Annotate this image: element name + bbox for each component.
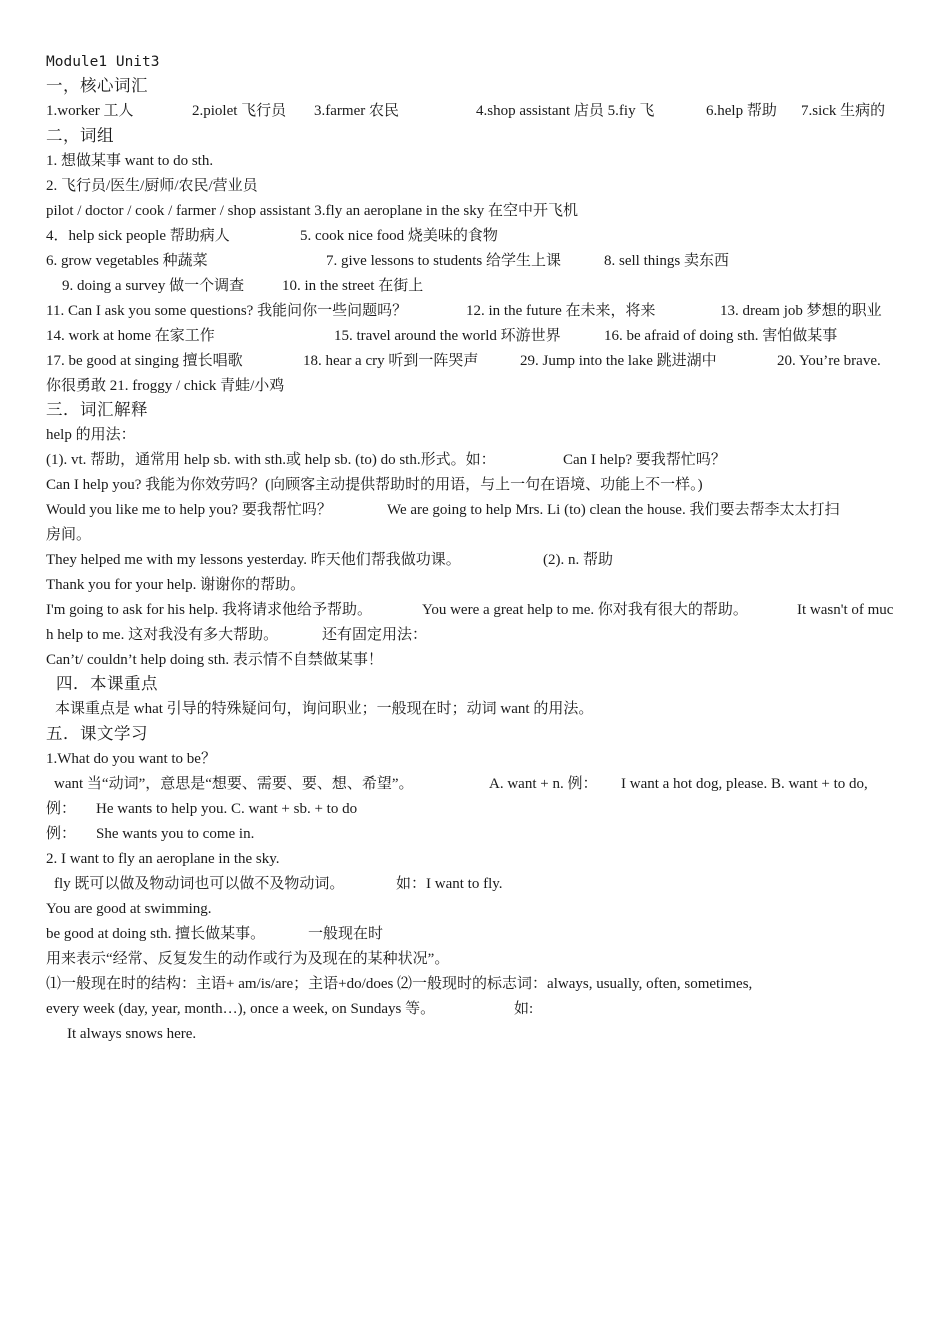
text-study-line: It always snows here.	[67, 1026, 197, 1042]
text-study-item: He wants to help you. C. want + sb. + to do	[96, 801, 358, 817]
text-study-line: 2. I want to fly an aeroplane in the sky.	[46, 851, 280, 867]
explanation-line	[46, 550, 908, 570]
phrase-line	[46, 226, 908, 246]
phrase-line	[46, 326, 908, 346]
section-heading-explanation: 三．词汇解释	[46, 400, 148, 419]
text-study-item: every week (day, year, month…), once a week, on Sundays 等。	[46, 1001, 436, 1017]
phrase-item: 29. Jump into the lake 跳进湖中	[520, 353, 717, 369]
text-study-item: 例：	[46, 801, 77, 817]
explanation-line: Can I help you? 我能为你效劳吗？(向顾客主动提供帮助时的用语，与上一句在语境、功能上不一样。)	[46, 477, 703, 493]
phrase-item: 7. give lessons to students 给学生上课	[326, 253, 561, 269]
phrase-item: 18. hear a cry 听到一阵哭声	[303, 353, 479, 369]
phrase-item: 16. be afraid of doing sth. 害怕做某事	[604, 328, 838, 344]
explanation-text: (2). n. 帮助	[543, 552, 613, 568]
vocab-item: 6.help 帮助	[706, 103, 777, 119]
section-heading-text-study: 五．课文学习	[46, 724, 148, 743]
explanation-text: h help to me. 这对我没有多大帮助。	[46, 627, 279, 643]
text-study-line	[46, 824, 908, 844]
phrase-item: 15. travel around the world 环游世界	[334, 328, 561, 344]
key-points-text: 本课重点是 what 引导的特殊疑问句，询问职业；一般现在时；动词 want 的用法。	[55, 701, 594, 717]
phrase-line: 你很勇敢 21. froggy / chick 青蛙/小鸡	[46, 378, 285, 394]
text-study-line	[46, 774, 908, 794]
phrase-item: 4．help sick people 帮助病人	[46, 228, 230, 244]
phrase-item: 17. be good at singing 擅长唱歌	[46, 353, 243, 369]
text-study-line	[46, 924, 908, 944]
vocab-item: 7.sick 生病的	[801, 103, 886, 119]
text-study-item: fly 既可以做及物动词也可以做不及物动词。	[54, 876, 345, 892]
phrase-item: 12. in the future 在未来，将来	[466, 303, 656, 319]
explanation-line	[46, 600, 908, 620]
text-study-line	[46, 999, 908, 1019]
phrase-item: 14. work at home 在家工作	[46, 328, 215, 344]
doc-title: Module1 Unit3	[46, 54, 160, 70]
phrase-line	[46, 251, 908, 271]
phrase-line	[46, 351, 908, 371]
explanation-line	[46, 625, 908, 645]
vocab-item: 4.shop assistant 店员 5.fiy 飞	[476, 103, 655, 119]
phrase-line	[46, 301, 908, 321]
explanation-line	[46, 500, 908, 520]
text-study-line: ⑴一般现在时的结构：主语+ am/is/are；主语+do/does ⑵一般现时的标志词：always, usually, often, sometimes,	[46, 976, 753, 992]
explanation-text: Would you like me to help you? 要我帮忙吗？	[46, 502, 332, 518]
explanation-line: Can’t/ couldn’t help doing sth. 表示情不自禁做某事！	[46, 652, 383, 668]
text-study-item: 一般现在时	[308, 926, 384, 942]
text-study-item: want 当“动词”，意思是“想要、需要、要、想、希望”。	[54, 776, 414, 792]
text-study-item: 如:	[514, 1001, 534, 1017]
explanation-text: Can I help? 要我帮忙吗？	[563, 452, 726, 468]
phrase-item: 9. doing a survey 做一个调查	[62, 278, 245, 294]
phrase-item: 11. Can I ask you some questions? 我能问你一些问题吗？	[46, 303, 408, 319]
explanation-text: We are going to help Mrs. Li (to) clean the house. 我们要去帮李太太打扫	[387, 502, 840, 518]
text-study-line: 用来表示“经常、反复发生的动作或行为及现在的某种状况”。	[46, 951, 450, 967]
explanation-text: They helped me with my lessons yesterday. 昨天他们帮我做功课。	[46, 552, 461, 568]
phrase-line: pilot / doctor / cook / farmer / shop assistant 3.fly an aeroplane in the sky 在空中开飞机	[46, 203, 578, 219]
explanation-line: help 的用法：	[46, 427, 136, 443]
section-heading-key-points: 四．本课重点	[56, 674, 158, 693]
vocab-item: 2.piolet 飞行员	[192, 103, 287, 119]
explanation-line	[46, 450, 908, 470]
vocabulary-line	[46, 101, 908, 121]
phrase-item: 8. sell things 卖东西	[604, 253, 730, 269]
section-heading-phrases: 二，词组	[46, 126, 114, 145]
text-study-line: You are good at swimming.	[46, 901, 212, 917]
explanation-line: Thank you for your help. 谢谢你的帮助。	[46, 577, 306, 593]
text-study-item: 例：	[46, 826, 77, 842]
phrase-line	[46, 276, 908, 296]
text-study-line: 1.What do you want to be？	[46, 751, 216, 767]
explanation-text: It wasn't of muc	[797, 602, 894, 618]
explanation-text: I'm going to ask for his help. 我将请求他给予帮助。	[46, 602, 373, 618]
text-study-line	[46, 799, 908, 819]
explanation-line: 房间。	[46, 527, 92, 543]
text-study-line	[46, 874, 908, 894]
explanation-text: (1). vt. 帮助，通常用 help sb. with sth.或 help sb. (to) do sth.形式。如：	[46, 452, 496, 468]
text-study-item: I want a hot dog, please. B. want + to do,	[621, 776, 868, 792]
vocab-item: 3.farmer 农民	[314, 103, 399, 119]
text-study-item: 如：I want to fly.	[396, 876, 503, 892]
text-study-item: She wants you to come in.	[96, 826, 255, 842]
phrase-item: 13. dream job 梦想的职业	[720, 303, 882, 319]
phrase-line: 1. 想做某事 want to do sth.	[46, 153, 214, 169]
explanation-text: You were a great help to me. 你对我有很大的帮助。	[422, 602, 748, 618]
text-study-item: A. want + n. 例：	[489, 776, 598, 792]
phrase-item: 5. cook nice food 烧美味的食物	[300, 228, 498, 244]
section-heading-vocabulary: 一，核心词汇	[46, 76, 148, 95]
phrase-line: 2. 飞行员/医生/厨师/农民/营业员	[46, 178, 258, 194]
vocab-item: 1.worker 工人	[46, 103, 134, 119]
phrase-item: 10. in the street 在街上	[282, 278, 424, 294]
phrase-item: 6. grow vegetables 种蔬菜	[46, 253, 208, 269]
explanation-text: 还有固定用法：	[322, 627, 428, 643]
text-study-item: be good at doing sth. 擅长做某事。	[46, 926, 266, 942]
phrase-item: 20. You’re brave.	[777, 353, 881, 369]
